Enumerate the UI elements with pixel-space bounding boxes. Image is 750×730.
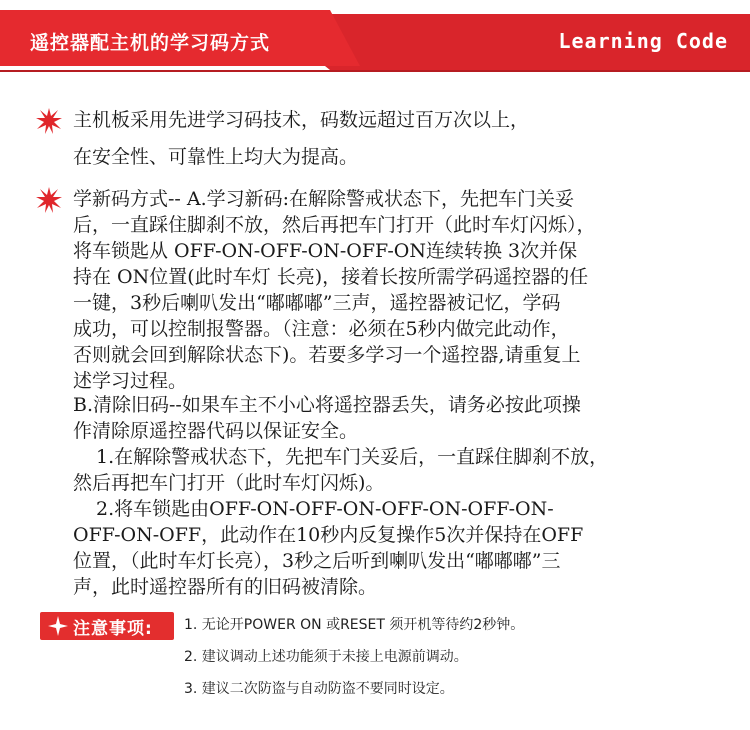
note-item: 3. 建议二次防盗与自动防盗不要同时设定。 [184,681,454,697]
intro-line: 主机板采用先进学习码技术，码数远超过百万次以上， [73,109,530,131]
notes-list [184,614,524,710]
method-a-paragraph [73,186,733,394]
notes-label: 注意事项: [73,619,153,639]
page-subtitle: Learning Code [558,29,728,53]
note-item: 1. 无论开POWER ON 或RESET 须开机等待约2秒钟。 [184,617,525,633]
red-starburst-icon [36,108,62,134]
method-b-line: B.清除旧码--如果车主不小心将遥控器丢失，请务必按此项操 [73,394,581,416]
intro-line: 在安全性、可靠性上均大为提高。 [73,146,359,168]
step2-line: OFF-ON-OFF，此动作在10秒内反复操作5次并保持在OFF [73,524,584,546]
method-b-paragraph [73,392,733,600]
red-starburst-icon [36,187,62,213]
method-a-line: 学新码方式-- A.学习新码:在解除警戒状态下，先把车门关妥 [73,188,575,210]
step1-line: 1.在解除警戒状态下，先把车门关妥后，一直踩住脚刹不放， [96,446,609,468]
notes-badge [40,612,174,640]
method-a-line: 将车锁匙从 OFF-ON-OFF-ON-OFF-ON连续转换 3次并保 [73,240,578,262]
intro-paragraph [73,107,733,181]
method-a-line: 成功，可以控制报警器。（注意：必须在5秒内做完此动作， [73,318,570,340]
method-a-line: 否则就会回到解除状态下)。若要多学习一个遥控器,请重复上 [73,344,581,366]
step2-line: 位置，（此时车灯长亮），3秒之后听到喇叭发出“嘟嘟嘟”三 [73,550,561,572]
step2-line: 声，此时遥控器所有的旧码被清除。 [73,576,378,598]
method-a-line: 一键，3秒后喇叭发出“嘟嘟嘟”三声，遥控器被记忆，学码 [73,292,561,314]
method-b-line: 作清除原遥控器代码以保证安全。 [73,420,359,442]
note-item: 2. 建议调动上述功能须于未接上电源前调动。 [184,649,468,665]
method-a-line: 持在 ON位置(此时车灯 长亮)，接着长按所需学码遥控器的任 [73,266,589,288]
method-a-line: 述学习过程。 [73,370,188,392]
step1-line: 然后再把车门打开（此时车灯闪烁)。 [73,472,385,494]
sparkle-icon [48,616,68,636]
header-banner [0,0,750,78]
step2-line: 2.将车锁匙由OFF-ON-OFF-ON-OFF-ON-OFF-ON- [96,498,554,520]
method-a-line: 后，一直踩住脚刹不放，然后再把车门打开（此时车灯闪烁）， [73,214,596,236]
page-title: 遥控器配主机的学习码方式 [30,32,271,54]
